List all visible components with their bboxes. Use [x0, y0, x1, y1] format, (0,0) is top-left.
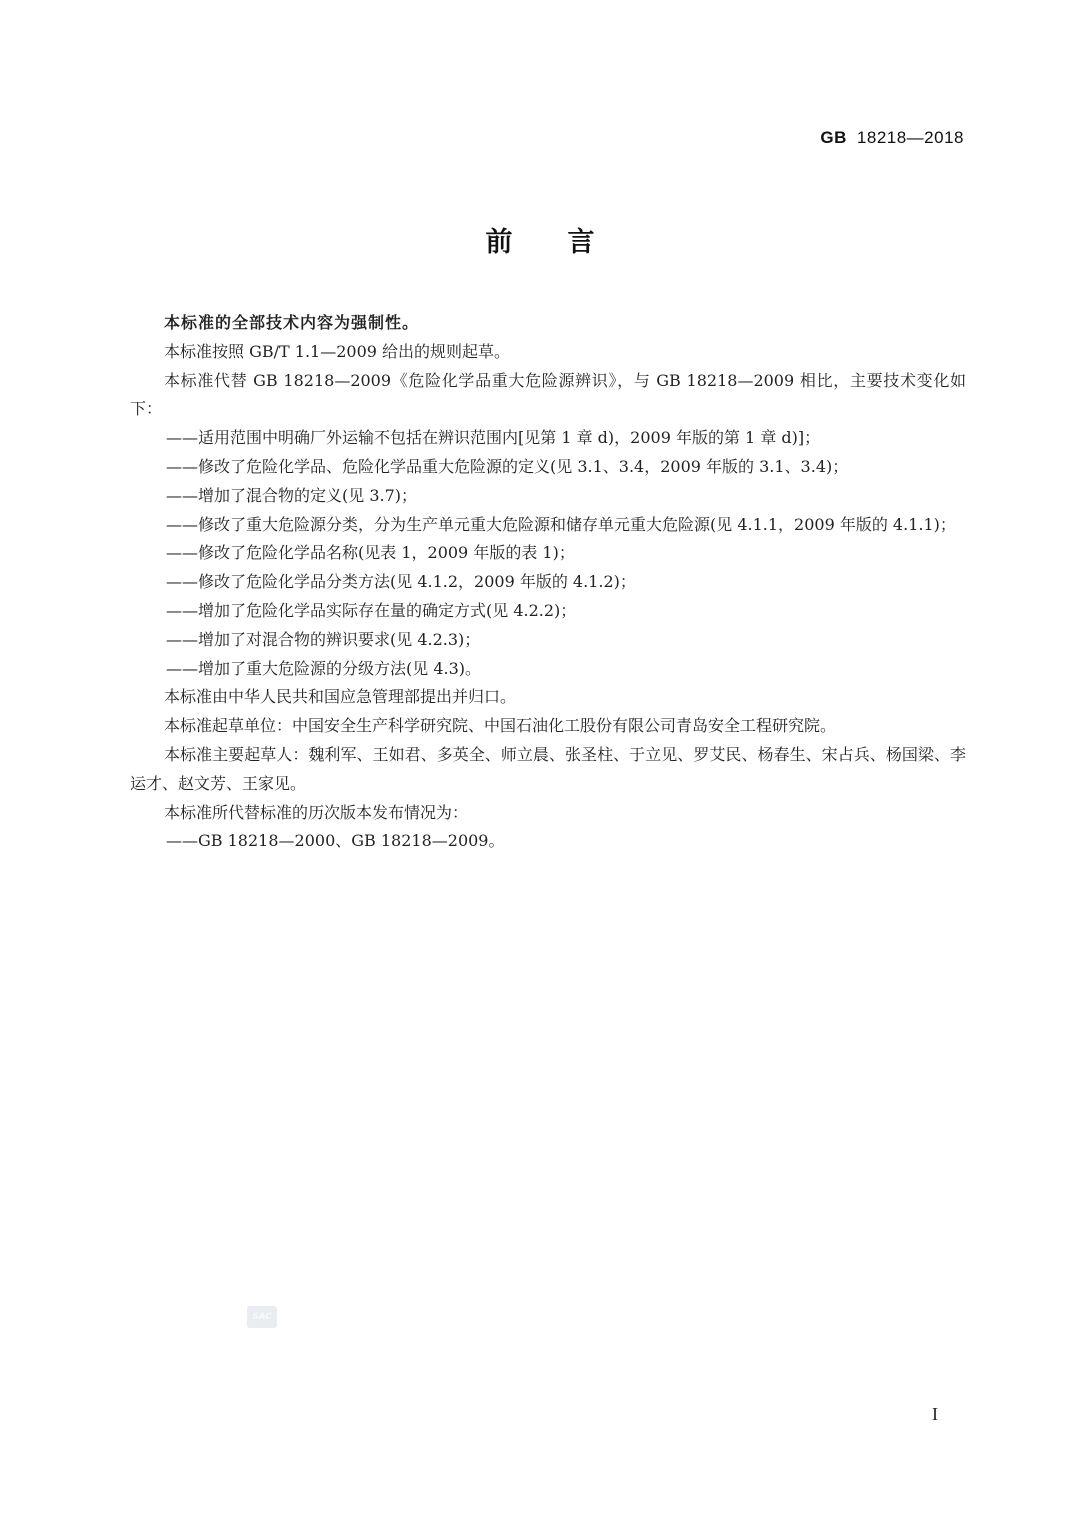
list-item: ——修改了重大危险源分类，分为生产单元重大危险源和储存单元重大危险源(见 4.1.1，2009 年版的 4.1.1)；	[166, 514, 956, 534]
version-history-paragraph: 本标准所代替标准的历次版本发布情况为：	[164, 802, 469, 822]
list-item: ——增加了对混合物的辨识要求(见 4.2.3)；	[166, 629, 481, 649]
page-number: I	[932, 1404, 938, 1424]
list-item: ——增加了危险化学品实际存在量的确定方式(见 4.2.2)；	[166, 600, 577, 620]
foreword-body	[130, 309, 966, 856]
changes-list	[130, 424, 966, 683]
previous-versions-item: ——GB 18218—2000、GB 18218—2009。	[166, 831, 505, 851]
page-title: 前言	[485, 227, 650, 258]
drafting-rules-paragraph: 本标准按照 GB/T 1.1—2009 给出的规则起草。	[164, 341, 511, 361]
standard-number: 18218—2018	[856, 128, 964, 147]
drafters-paragraph: 本标准主要起草人：魏利军、王如君、多英全、师立晨、张圣柱、于立见、罗艾民、杨春生、宋占兵、杨国梁、李运才、赵文芳、王家见。	[130, 744, 966, 793]
list-item: ——增加了重大危险源的分级方法(见 4.3)。	[166, 658, 482, 678]
list-item: ——增加了混合物的定义(见 3.7)；	[166, 485, 418, 505]
list-item: ——修改了危险化学品、危险化学品重大危险源的定义(见 3.1、3.4，2009 年版的 3.1、3.4)；	[166, 456, 849, 476]
mandatory-statement: 本标准的全部技术内容为强制性。	[164, 313, 420, 332]
list-item: ——适用范围中明确厂外运输不包括在辨识范围内[见第 1 章 d)，2009 年版的第 1 章 d)]；	[166, 428, 821, 448]
list-item: ——修改了危险化学品名称(见表 1，2009 年版的表 1)；	[166, 543, 575, 563]
standard-number-header	[820, 128, 964, 148]
sac-watermark-logo: SAC	[247, 1306, 277, 1328]
list-item: ——修改了危险化学品分类方法(见 4.1.2，2009 年版的 4.1.2)；	[166, 572, 636, 592]
proposer-paragraph: 本标准由中华人民共和国应急管理部提出并归口。	[164, 687, 517, 707]
replacement-paragraph: 本标准代替 GB 18218—2009《危险化学品重大危险源辨识》，与 GB 18218—2009 相比，主要技术变化如下：	[130, 370, 966, 419]
drafting-units-paragraph: 本标准起草单位：中国安全生产科学研究院、中国石油化工股份有限公司青岛安全工程研究院。	[164, 716, 837, 736]
standard-code: GB	[820, 128, 847, 147]
